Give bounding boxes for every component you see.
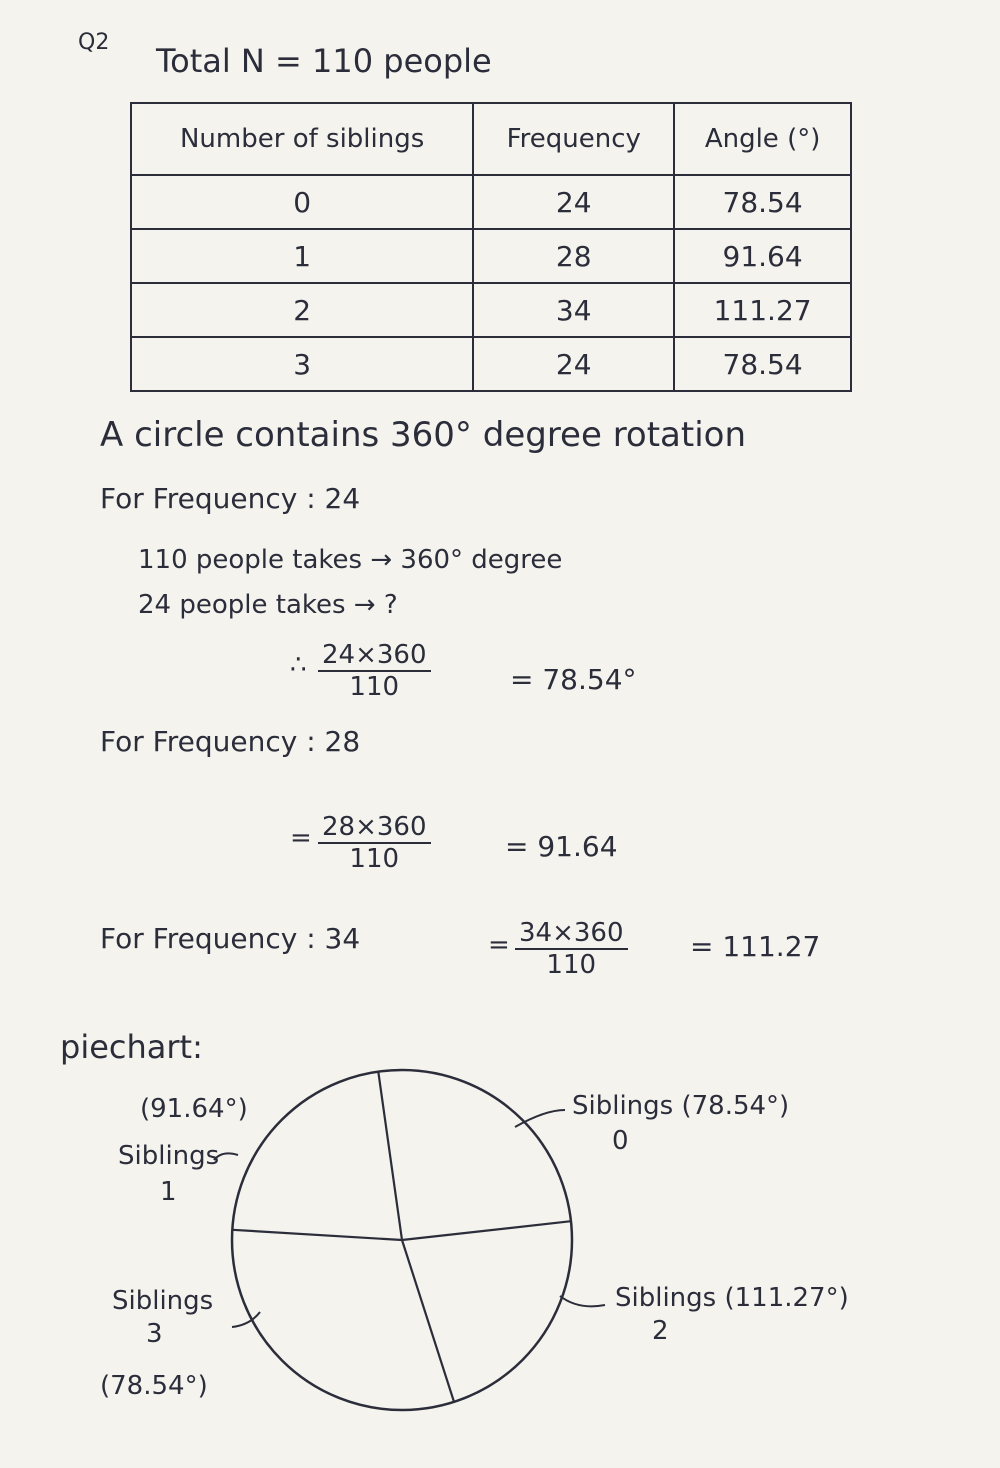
intro-text: A circle contains 360° degree rotation [100,415,747,455]
total-people: Total N = 110 people [156,42,492,80]
label-siblings-0-name: Siblings (78.54°) [572,1091,790,1121]
f24-numerator: 24×360 [318,640,431,672]
f28-result: = 91.64 [505,830,618,863]
label-siblings-0-number: 0 [612,1126,629,1156]
label-siblings-3-name: Siblings [112,1286,214,1316]
frequency-cell: 34 [473,283,674,337]
label-siblings-1-angle: (91.64°) [140,1094,248,1124]
f24-line1: 110 people takes → 360° degree [138,545,563,575]
f28-title: For Frequency : 28 [100,725,361,758]
f28-denominator: 110 [349,844,400,874]
f24-denominator: 110 [349,672,400,702]
label-siblings-3-number: 3 [146,1319,163,1349]
frequency-cell: 28 [473,229,674,283]
header-frequency: Frequency [473,103,674,175]
angle-cell: 78.54 [674,337,851,391]
leader-siblings-2 [560,1296,605,1306]
siblings-cell: 1 [131,229,473,283]
angle-cell: 91.64 [674,229,851,283]
pie-slice-boundary [402,1240,454,1402]
f34-title: For Frequency : 34 [100,922,361,955]
f34-denominator: 110 [546,950,597,980]
angle-cell: 111.27 [674,283,851,337]
header-angle: Angle (°) [674,103,851,175]
f28-equals: = [290,823,312,853]
siblings-cell: 3 [131,337,473,391]
siblings-cell: 2 [131,283,473,337]
f34-equals: = [488,930,510,960]
therefore-symbol: ∴ [290,650,307,680]
piechart-heading: piechart: [60,1028,203,1066]
f24-title: For Frequency : 24 [100,482,361,515]
header-siblings: Number of siblings [131,103,473,175]
siblings-cell: 0 [131,175,473,229]
label-siblings-2-number: 2 [652,1316,669,1346]
pie-slices [232,1072,571,1402]
question-number: Q2 [78,30,110,55]
f24-line2: 24 people takes → ? [138,590,398,620]
pie-slice-boundary [378,1072,402,1240]
f24-result: = 78.54° [510,663,637,696]
frequency-cell: 24 [473,175,674,229]
label-siblings-1-number: 1 [160,1177,177,1207]
f34-numerator: 34×360 [515,918,628,950]
label-siblings-2-name: Siblings (111.27°) [615,1283,849,1313]
angle-cell: 78.54 [674,175,851,229]
f28-numerator: 28×360 [318,812,431,844]
pie-slice-boundary [402,1221,571,1240]
pie-slice-boundary [232,1230,402,1240]
frequency-cell: 24 [473,337,674,391]
label-siblings-1-name: Siblings [118,1141,220,1171]
f34-result: = 111.27 [690,930,821,963]
label-siblings-3-angle: (78.54°) [100,1371,208,1401]
